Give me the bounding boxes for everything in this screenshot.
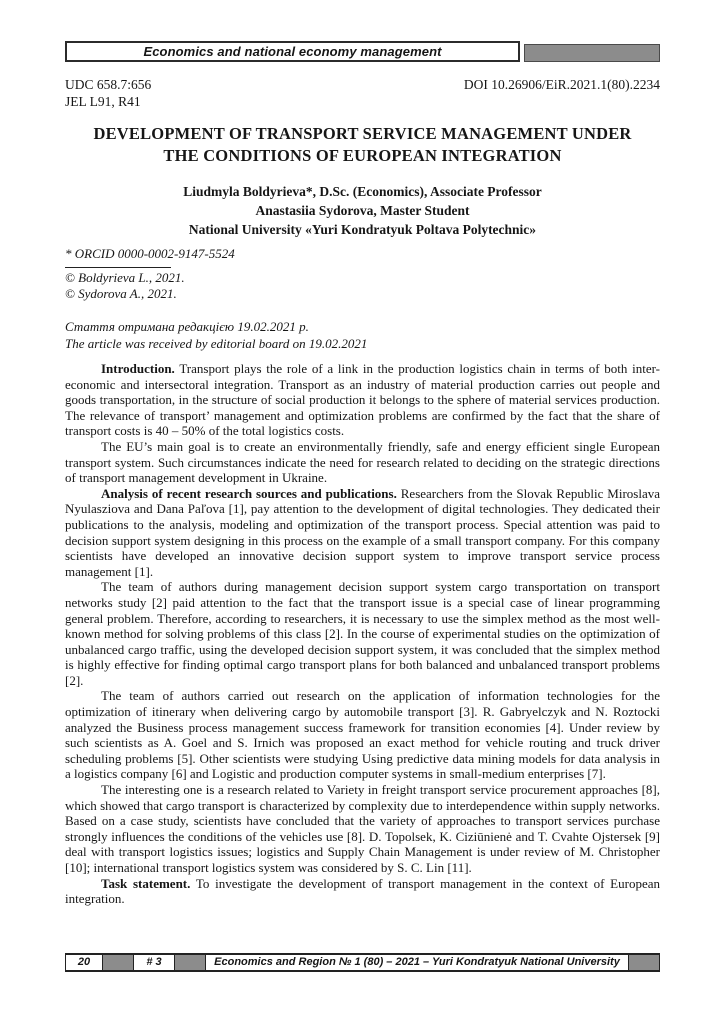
copyright-line: © Sydorova A., 2021. bbox=[65, 286, 177, 301]
paragraph-introduction bbox=[65, 361, 660, 439]
paragraph-text: The EU’s main goal is to create an environmentally friendly, safe and energy efficient single European transport system. Such circumstances indicate the need for research related to deciding on the strategic directions of transport management development in Ukraine. bbox=[65, 438, 660, 486]
header-gray-block bbox=[524, 44, 660, 62]
paragraph-text: The team of authors during management decision support system cargo transportation on transport networks study [2] paid attention to the fact that the transport issue is a special case of linear programming general problem. Therefore, according to researchers, it is necessary to use the simplex method as the most well-known method for solving problems of this class [2]. In the course of experimental studies on the optimization of unbalanced cargo traffic, using the developed decision support system, it was concluded that the simplex method is highly effective for finding optimal cargo transport plans for both balanced and unbalanced transport problems [2]. bbox=[65, 579, 660, 688]
running-head bbox=[65, 41, 660, 62]
affiliation-line: National University «Yuri Kondratyuk Poltava Polytechnic» bbox=[188, 222, 537, 237]
classification-codes bbox=[65, 76, 151, 110]
copyright-line: © Boldyrieva L., 2021. bbox=[65, 270, 185, 285]
jel-code: JEL L91, R41 bbox=[65, 94, 141, 109]
article-title-line1: DEVELOPMENT OF TRANSPORT SERVICE MANAGEMENT UNDER bbox=[93, 124, 632, 143]
paragraph-text: To investigate the development of transport management in the context of European integration. bbox=[65, 875, 660, 907]
paragraph-task-statement bbox=[65, 876, 660, 907]
section-heading-label: Economics and national economy management bbox=[143, 44, 442, 59]
paragraph bbox=[65, 579, 660, 688]
meta-row bbox=[65, 76, 660, 110]
footer-gray-spacer bbox=[175, 955, 206, 970]
article-body bbox=[65, 361, 660, 907]
author-line: Anastasiia Sydorova, Master Student bbox=[255, 203, 470, 218]
paragraph-lead: Introduction. bbox=[101, 361, 175, 376]
orcid-note: * ORCID 0000-0002-9147-5524 bbox=[65, 246, 235, 261]
paragraph-text: Researchers from the Slovak Republic Miroslava Nyulasziova and Dana Paľova [1], pay attention to the development of digital technologies. They dedicated their publications to the analysis, modeling and optimization of the transport process. Special attention was paid to decision support system designing in this process on the example of a small transport company. For this company scientists have developed an innovative decision support system to improve transport service process management [1]. bbox=[65, 485, 660, 579]
footer bbox=[65, 953, 660, 972]
paragraph-lead: Analysis of recent research sources and publications. bbox=[101, 485, 397, 501]
received-date-en: The article was received by editorial board on 19.02.2021 bbox=[65, 336, 368, 351]
copyright-block bbox=[65, 270, 660, 302]
received-date-uk: Стаття отримана редакцією 19.02.2021 р. bbox=[65, 319, 309, 334]
authors-block bbox=[65, 182, 660, 239]
paragraph-text: The team of authors carried out research on the application of information technologies for the optimization of itinerary when delivering cargo by automobile transport [3]. R. Gabryelczyk and N. Roztocki analyzed the Business process management success framework for transition economies [4]. Under review by such scientists as A. Goel and S. Irnich was proposed an exact method for vehicle routing and truck driver scheduling problems [5]. Other scientists were studying Using predictive data mining models for data analysis in a logistics company [6] and Logistic and production computer systems in small-medium enterprises [7]. bbox=[65, 688, 660, 782]
udc-code: UDC 658.7:656 bbox=[65, 77, 152, 92]
paragraph-analysis bbox=[65, 486, 660, 580]
paragraph-text: Transport plays the role of a link in the production logistics chain in terms of both inter-economic and intersectoral integration. Transport as an industry of material production carries out people and goods transportation, in the structure of social production it belongs to the sphere of material services production. The relevance of transport’ management and optimization problems are confirmed by the fact that the share of transport costs is 40 – 50% of the total logistics costs. bbox=[65, 361, 660, 439]
footer-end-cap bbox=[629, 955, 660, 970]
paragraph bbox=[65, 439, 660, 486]
received-block bbox=[65, 318, 660, 352]
footer-gray-spacer bbox=[103, 955, 134, 970]
paragraph bbox=[65, 782, 660, 876]
separator-rule bbox=[65, 267, 171, 268]
author-line: Liudmyla Boldyrieva*, D.Sc. (Economics), Associate Professor bbox=[183, 184, 542, 199]
section-heading-box bbox=[65, 41, 520, 62]
paragraph-text: The interesting one is a research related to Variety in freight transport service procurement approaches [8], which showed that cargo transport is characterized by complexity due to interdependence within supply networks. Based on a case study, scientists have concluded that the variety of approaches to transport services purchase strongly influences the conditions of the vehicles use [8]. D. Topolsek, K. Ciziūnienė and T. Cvahte Ojstersek [9] deal with transport logistics issues; logistics and Supply Chain Management is under review of M. Christopher [10]; international transport logistics system was considered by S. C. Lin [11]. bbox=[65, 782, 660, 875]
article-title bbox=[65, 123, 660, 167]
article-title-line2: THE CONDITIONS OF EUROPEAN INTEGRATION bbox=[163, 146, 562, 165]
paragraph bbox=[65, 688, 660, 782]
doi-code: DOI 10.26906/EiR.2021.1(80).2234 bbox=[463, 77, 660, 92]
issue-number-cell: # 3 bbox=[134, 955, 175, 970]
journal-title-cell: Economics and Region № 1 (80) – 2021 – Yuri Kondratyuk National University bbox=[206, 955, 629, 970]
paragraph-lead: Task statement. bbox=[101, 875, 191, 891]
page-number-cell: 20 bbox=[65, 955, 103, 970]
